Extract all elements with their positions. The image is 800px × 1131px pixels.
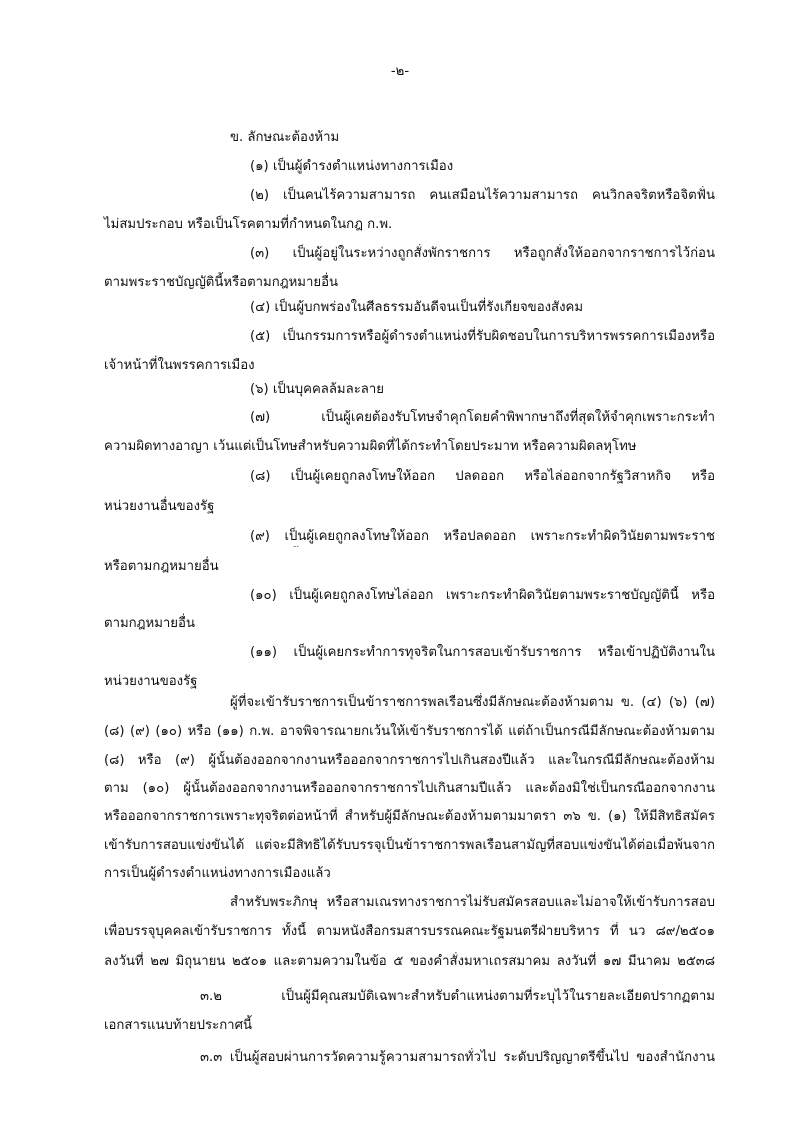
clause-3-2: ๓.๒ เป็นผู้มีคุณสมบัติเฉพาะสำหรับตำแหน่งตามที่ระบุไว้ในรายละเอียดปรากฏตาม — [200, 989, 715, 1004]
list-item: (๒) เป็นคนไร้ความสามารถ คนเสมือนไร้ความสามารถ คนวิกลจริตหรือจิตฟั่น — [250, 188, 715, 203]
clause-3-2-continuation: เอกสารแนบท้ายประกาศนี้ — [104, 1018, 252, 1033]
page-number: -๒- — [390, 64, 410, 79]
list-item: (๗) เป็นผู้เคยต้องรับโทษจำคุกโดยคำพิพากษาถึงที่สุดให้จำคุกเพราะกระทำ — [250, 410, 715, 425]
list-item: (๔) เป็นผู้บกพร่องในศีลธรรมอันดีจนเป็นที่รังเกียจของสังคม — [250, 300, 584, 315]
paragraph-line: ตาม (๑๐) ผู้นั้นต้องออกจากงานหรือออกจากราชการไปเกินสามปีแล้ว และต้องมิใช่เป็นกรณีออกจากงาน — [104, 781, 715, 796]
list-item-continuation: หน่วยงานของรัฐ — [104, 674, 198, 689]
paragraph-line: ผู้ที่จะเข้ารับราชการเป็นข้าราชการพลเรือนซึ่งมีลักษณะต้องห้ามตาม ข. (๔) (๖) (๗) — [230, 695, 715, 710]
paragraph-line: (๘) (๙) (๑๐) หรือ (๑๑) ก.พ. อาจพิจารณายกเว้นให้เข้ารับราชการได้ แต่ถ้าเป็นกรณีมีลักษณะต้องห้ามตาม — [104, 724, 715, 739]
list-item: (๖) เป็นบุคคลล้มละลาย — [250, 382, 384, 397]
list-item: (๕) เป็นกรรมการหรือผู้ดำรงตำแหน่งที่รับผิดชอบในการบริหารพรรคการเมืองหรือ — [250, 329, 715, 344]
list-item-continuation: เจ้าหน้าที่ในพรรคการเมือง — [104, 358, 255, 373]
list-item: (๑๑) เป็นผู้เคยกระทำการทุจริตในการสอบเข้ารับราชการ หรือเข้าปฏิบัติงานใน — [250, 645, 715, 660]
list-item-continuation: ตามกฎหมายอื่น — [104, 616, 195, 631]
list-item-continuation: ตามพระราชบัญญัตินี้หรือตามกฎหมายอื่น — [104, 275, 339, 290]
clause-3-3: ๓.๓ เป็นผู้สอบผ่านการวัดความรู้ความสามารถทั่วไป ระดับปริญญาตรีขึ้นไป ของสำนักงาน — [200, 1050, 715, 1065]
paragraph-line: ลงวันที่ ๒๗ มิถุนายน ๒๕๐๑ และตามความในข้อ ๕ ของคำสั่งมหาเถรสมาคม ลงวันที่ ๑๗ มีนาคม ๒๕๓๘ — [104, 954, 715, 969]
list-item: (๓) เป็นผู้อยู่ในระหว่างถูกสั่งพักราชการ หรือถูกสั่งให้ออกจากราชการไว้ก่อน — [250, 246, 715, 261]
list-item: (๑๐) เป็นผู้เคยถูกลงโทษไล่ออก เพราะกระทำผิดวินัยตามพระราชบัญญัตินี้ หรือ — [250, 588, 715, 603]
section-heading: ข. ลักษณะต้องห้าม — [230, 130, 340, 145]
list-item: (๘) เป็นผู้เคยถูกลงโทษให้ออก ปลดออก หรือไล่ออกจากรัฐวิสาหกิจ หรือ — [250, 469, 715, 484]
paragraph-line: (๘) หรือ (๙) ผู้นั้นต้องออกจากงานหรือออกจากราชการไปเกินสองปีแล้ว และในกรณีมีลักษณะต้องห้าม — [104, 753, 715, 768]
list-item-continuation: ไม่สมประกอบ หรือเป็นโรคตามที่กำหนดในกฎ ก.พ. — [104, 217, 393, 232]
list-item-continuation: หน่วยงานอื่นของรัฐ — [104, 499, 215, 514]
list-item: (๙) เป็นผู้เคยถูกลงโทษให้ออก หรือปลดออก เพราะกระทำผิดวินัยตามพระราช — [250, 529, 715, 544]
paragraph-line: เข้ารับการสอบแข่งขันได้ แต่จะมีสิทธิได้รับบรรจุเป็นข้าราชการพลเรือนสามัญที่สอบแข่งขันได้ต่อเมื่อพ้นจาก — [104, 838, 715, 853]
paragraph-line: การเป็นผู้ดำรงตำแหน่งทางการเมืองแล้ว — [104, 866, 331, 881]
paragraph-line: หรือออกจากราชการเพราะทุจริตต่อหน้าที่ สำหรับผู้มีลักษณะต้องห้ามตามมาตรา ๓๖ ข. (๑) ให้มีสิทธิสมัคร — [104, 809, 715, 824]
list-item: (๑) เป็นผู้ดำรงตำแหน่งทางการเมือง — [250, 159, 454, 174]
paragraph-line: เพื่อบรรจุบุคคลเข้ารับราชการ ทั้งนี้ ตามหนังสือกรมสารบรรณคณะรัฐมนตรีฝ่ายบริหาร ที่ นว ๘๙/๒๕๐๑ — [104, 924, 715, 939]
list-item-continuation: ความผิดทางอาญา เว้นแต่เป็นโทษสำหรับความผิดที่ได้กระทำโดยประมาท หรือความผิดลหุโทษ — [104, 439, 637, 454]
paragraph-line: สำหรับพระภิกษุ หรือสามเณรทางราชการไม่รับสมัครสอบและไม่อาจให้เข้ารับการสอบ — [230, 895, 715, 910]
list-item-continuation: หรือตามกฎหมายอื่น — [104, 559, 219, 574]
